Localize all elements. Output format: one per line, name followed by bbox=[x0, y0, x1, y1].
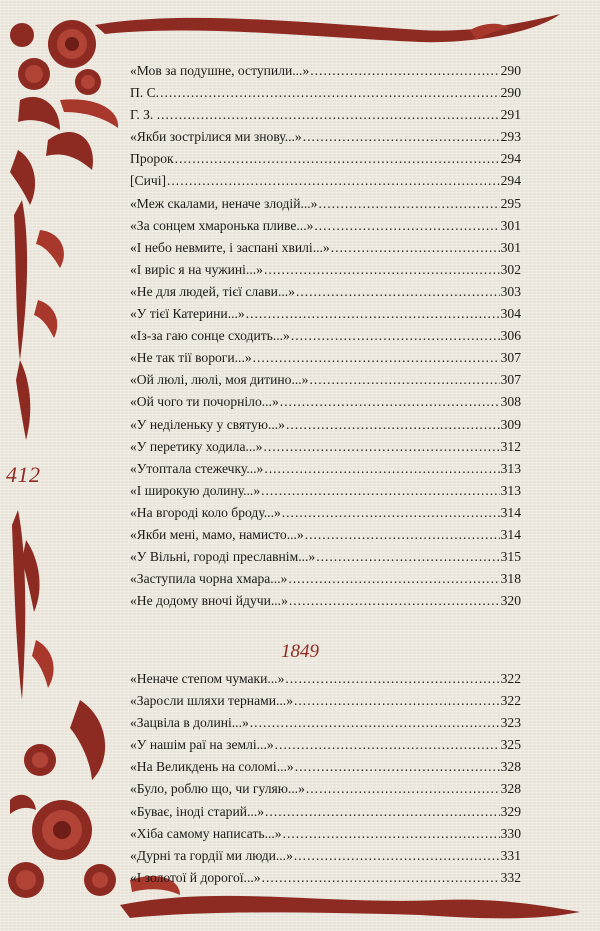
toc-entry-title: «Заступила чорна хмара...» bbox=[130, 571, 288, 587]
toc-entry-title: «Ой люлі, люлі, моя дитино...» bbox=[130, 372, 309, 388]
dot-leader bbox=[285, 668, 499, 690]
toc-entry-title: «На Великдень на соломі...» bbox=[130, 759, 294, 775]
toc-entry-page: 301 bbox=[500, 239, 521, 255]
toc-entry-title: «Меж скалами, неначе злодій...» bbox=[130, 195, 318, 211]
toc-entry bbox=[130, 281, 521, 303]
toc-entry-page: 322 bbox=[500, 671, 521, 686]
toc-entry-page: 307 bbox=[500, 372, 521, 388]
dot-leader bbox=[261, 480, 499, 502]
toc-entry-title: «Із-за гаю сонце сходить...» bbox=[130, 328, 290, 344]
dot-leader bbox=[246, 303, 500, 325]
toc-entry-page: 325 bbox=[500, 737, 521, 753]
toc-entry-page: 320 bbox=[500, 593, 521, 609]
dot-leader bbox=[264, 458, 499, 480]
dot-leader bbox=[296, 281, 500, 303]
toc-entry-title: «І золотої й дорогої...» bbox=[130, 869, 261, 885]
toc-entry-page: 309 bbox=[500, 416, 521, 432]
dot-leader bbox=[262, 867, 500, 889]
toc-entry-title: «Заросли шляхи тернами...» bbox=[130, 693, 293, 709]
dot-leader bbox=[175, 148, 500, 170]
toc-entry-page: 331 bbox=[500, 847, 521, 863]
dot-leader bbox=[167, 170, 500, 192]
toc-entry-page: 322 bbox=[500, 693, 521, 709]
toc-entry bbox=[130, 237, 521, 259]
dot-leader bbox=[264, 259, 500, 281]
toc-entry bbox=[130, 734, 521, 756]
toc-entry-title: Г. З. . bbox=[130, 107, 161, 123]
section-heading-1849: 1849 bbox=[281, 641, 319, 662]
toc-entry bbox=[130, 414, 521, 436]
toc-entry bbox=[130, 546, 521, 568]
toc-entry bbox=[130, 148, 521, 170]
dot-leader bbox=[318, 193, 499, 215]
toc-entry-page: 315 bbox=[500, 549, 521, 565]
toc-entry-title: «Буває, іноді старий...» bbox=[130, 803, 265, 819]
toc-entry-title: «Ой чого ти почорніло...» bbox=[130, 394, 279, 410]
toc-entry bbox=[130, 303, 521, 325]
toc-entry-page: 328 bbox=[500, 781, 521, 797]
toc-entry-title: Пророк bbox=[130, 151, 174, 167]
toc-entry-title: «Неначе степом чумаки...» bbox=[130, 671, 285, 686]
toc-entry-page: 330 bbox=[500, 825, 521, 841]
dot-leader bbox=[331, 237, 500, 259]
toc-entry-title: «За сонцем хмаронька пливе...» bbox=[130, 217, 314, 233]
toc-entry-title: П. С. bbox=[130, 85, 160, 101]
dot-leader bbox=[309, 369, 499, 391]
dot-leader bbox=[305, 524, 500, 546]
toc-entry bbox=[130, 690, 521, 712]
dot-leader bbox=[294, 845, 500, 867]
toc-entry bbox=[130, 590, 521, 612]
toc-entry-title: «Не так тії вороги...» bbox=[130, 350, 252, 366]
toc-entry bbox=[130, 778, 521, 800]
toc-entry-page: 301 bbox=[500, 217, 521, 233]
toc-entry-page: 329 bbox=[500, 803, 521, 819]
toc-entry-title: «Утоптала стежечку...» bbox=[130, 460, 264, 476]
toc-entry bbox=[130, 193, 521, 215]
dot-leader bbox=[160, 82, 500, 104]
toc-entry-page: 332 bbox=[500, 869, 521, 885]
toc-entry bbox=[130, 436, 521, 458]
toc-list-1848 bbox=[130, 60, 521, 612]
toc-entry bbox=[130, 126, 521, 148]
toc-entry bbox=[130, 347, 521, 369]
dot-leader bbox=[289, 590, 500, 612]
toc-entry-title: «Було, роблю що, чи гуляю...» bbox=[130, 781, 305, 797]
toc-entry bbox=[130, 756, 521, 778]
toc-entry-title: «І небо невмите, і заспані хвилі...» bbox=[130, 239, 330, 255]
toc-list-1849 bbox=[130, 668, 521, 889]
dot-leader bbox=[263, 436, 499, 458]
page-number: 412 bbox=[6, 462, 41, 487]
toc-entry bbox=[130, 668, 521, 690]
dot-leader bbox=[282, 502, 500, 524]
toc-entry-page: 314 bbox=[500, 526, 521, 542]
toc-entry bbox=[130, 82, 521, 104]
toc-entry-title: «У Вільні, городі преславнім...» bbox=[130, 549, 316, 565]
toc-entry bbox=[130, 845, 521, 867]
dot-leader bbox=[250, 712, 500, 734]
toc-entry-page: 323 bbox=[500, 715, 521, 731]
toc-entry-page: 303 bbox=[500, 283, 521, 299]
dot-leader bbox=[275, 734, 500, 756]
toc-entry-page: 291 bbox=[500, 107, 521, 123]
dot-leader bbox=[288, 568, 499, 590]
toc-entry-title: «У неділеньку у святую...» bbox=[130, 416, 285, 432]
dot-leader bbox=[283, 823, 500, 845]
dot-leader bbox=[303, 126, 500, 148]
toc-entry-page: 295 bbox=[500, 195, 521, 211]
dot-leader bbox=[265, 801, 500, 823]
toc-entry bbox=[130, 325, 521, 347]
toc-entry bbox=[130, 458, 521, 480]
dot-leader bbox=[295, 756, 500, 778]
toc-entry bbox=[130, 712, 521, 734]
toc-entry-page: 313 bbox=[500, 482, 521, 498]
toc-entry bbox=[130, 867, 521, 889]
toc-entry-title: [Сичі] bbox=[130, 173, 167, 189]
toc-entry bbox=[130, 170, 521, 192]
toc-entry-page: 314 bbox=[500, 504, 521, 520]
dot-leader bbox=[253, 347, 500, 369]
toc-entry bbox=[130, 480, 521, 502]
toc-entry-title: «Якби зострілися ми знову...» bbox=[130, 129, 302, 145]
toc-entry bbox=[130, 391, 521, 413]
toc-entry-title: «Дурні та гордії ми люди...» bbox=[130, 847, 293, 863]
toc-entry bbox=[130, 524, 521, 546]
toc-entry bbox=[130, 60, 521, 82]
toc-entry-page: 318 bbox=[500, 571, 521, 587]
dot-leader bbox=[306, 778, 500, 800]
toc-entry-title: «І широкую долину...» bbox=[130, 482, 261, 498]
toc-entry bbox=[130, 104, 521, 126]
toc-entry-page: 328 bbox=[500, 759, 521, 775]
toc-entry-page: 293 bbox=[500, 129, 521, 145]
toc-entry bbox=[130, 801, 521, 823]
dot-leader bbox=[286, 414, 500, 436]
dot-leader bbox=[291, 325, 500, 347]
toc-entry-page: 313 bbox=[500, 460, 521, 476]
toc-entry-title: «У перетику ходила...» bbox=[130, 438, 263, 454]
toc-entry bbox=[130, 369, 521, 391]
toc-entry bbox=[130, 823, 521, 845]
toc-entry-title: «У тієї Катерини...» bbox=[130, 306, 245, 322]
dot-leader bbox=[316, 546, 499, 568]
toc-entry-page: 306 bbox=[500, 328, 521, 344]
toc-entry-page: 294 bbox=[500, 151, 521, 167]
toc-entry-title: «Хіба самому написать...» bbox=[130, 825, 282, 841]
toc-entry bbox=[130, 568, 521, 590]
toc-entry-title: «Не додому вночі йдучи...» bbox=[130, 593, 288, 609]
toc-entry-page: 308 bbox=[500, 394, 521, 410]
dot-leader bbox=[310, 60, 499, 82]
toc-entry-title: «Мов за подушне, оступили...» bbox=[130, 63, 310, 78]
toc-entry-title: «І виріс я на чужині...» bbox=[130, 261, 263, 277]
toc-entry-page: 302 bbox=[500, 261, 521, 277]
toc-entry-title: «Зацвіла в долині...» bbox=[130, 715, 249, 731]
toc-entry-title: «На вгороді коло броду...» bbox=[130, 504, 281, 520]
toc-entry bbox=[130, 502, 521, 524]
dot-leader bbox=[294, 690, 500, 712]
toc-entry-title: «У нашім раї на землі...» bbox=[130, 737, 274, 753]
toc-entry-page: 307 bbox=[500, 350, 521, 366]
toc-entry-page: 294 bbox=[500, 173, 521, 189]
toc-entry bbox=[130, 259, 521, 281]
toc-entry-title: «Не для людей, тієї слави...» bbox=[130, 283, 295, 299]
toc-entry-title: «Якби мені, мамо, намисто...» bbox=[130, 526, 304, 542]
dot-leader bbox=[161, 104, 499, 126]
toc-entry-page: 312 bbox=[500, 438, 521, 454]
toc-entry-page: 290 bbox=[500, 63, 521, 78]
toc-entry bbox=[130, 215, 521, 237]
toc-entry-page: 290 bbox=[500, 85, 521, 101]
dot-leader bbox=[280, 391, 500, 413]
dot-leader bbox=[314, 215, 499, 237]
toc-entry-page: 304 bbox=[500, 306, 521, 322]
